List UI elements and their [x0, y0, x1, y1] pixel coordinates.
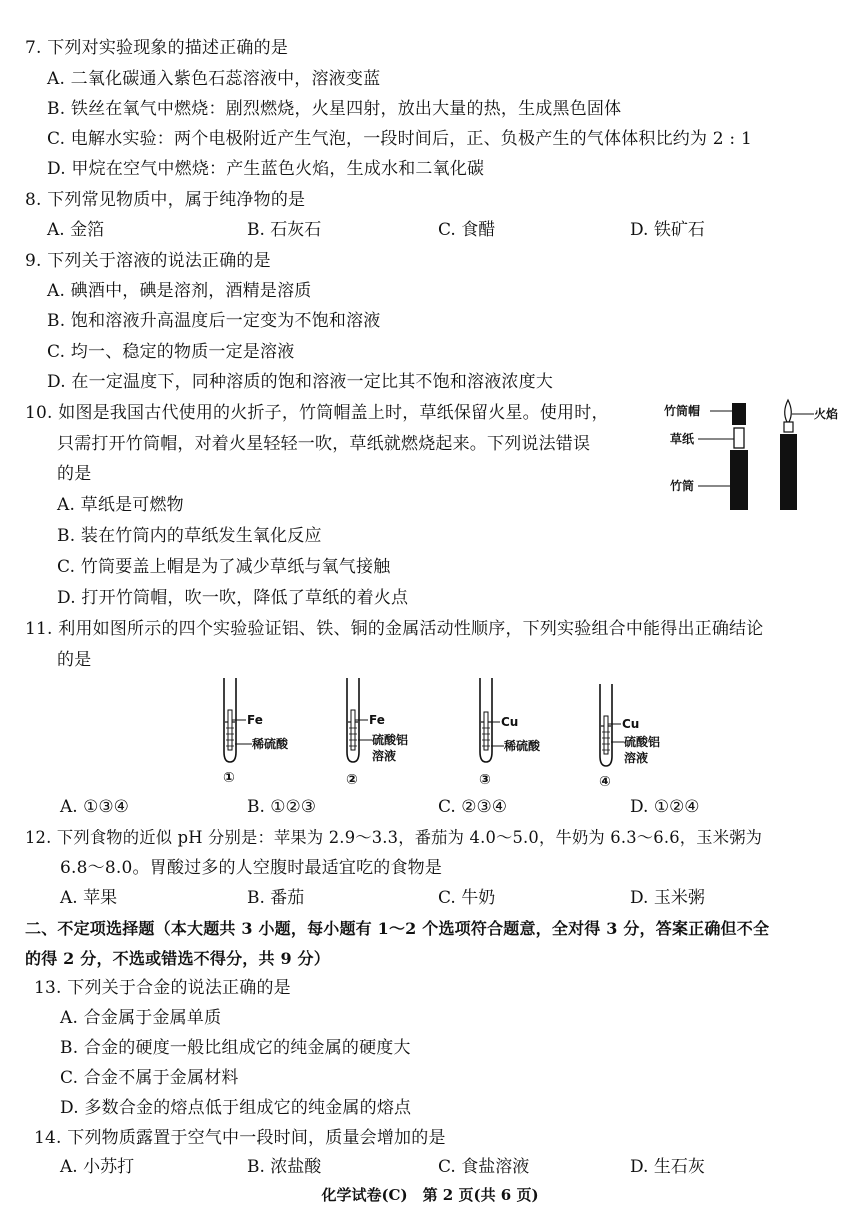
lit-tube-shape — [780, 434, 797, 510]
q9-option-d: D. 在一定温度下，同种溶质的饱和溶液一定比其不饱和溶液浓度大 — [47, 372, 554, 392]
tube-2-solution-label-2: 溶液 — [372, 749, 397, 763]
q7-option-c: C. 电解水实验：两个电极附近产生气泡，一段时间后，正、负极产生的气体体积比约为 2 : 1 — [47, 129, 752, 149]
cap-label: 竹筒帽 — [664, 404, 701, 418]
q10-option-a: A. 草纸是可燃物 — [57, 495, 184, 515]
q10-option-d: D. 打开竹筒帽，吹一吹，降低了草纸的着火点 — [57, 588, 409, 608]
fire-starter-figure — [662, 398, 852, 514]
q8-stem: 8. 下列常见物质中，属于纯净物的是 — [25, 190, 306, 210]
q11-stem-line-1: 11. 利用如图所示的四个实验验证铝、铁、铜的金属活动性顺序，下列实验组合中能得出正确结论 — [25, 619, 764, 639]
section-2-heading-line-1: 二、不定项选择题（本大题共 3 小题，每小题有 1～2 个选项符合题意，全对得 3 分，答案正确但不全 — [25, 919, 770, 938]
q9-option-b: B. 饱和溶液升高温度后一定变为不饱和溶液 — [47, 311, 381, 331]
q14-option-a: A. 小苏打 — [60, 1157, 135, 1177]
test-tube-4 — [599, 684, 660, 790]
q10-stem-line-3: 的是 — [57, 464, 92, 484]
tube-1-solution-label: 稀硫酸 — [252, 737, 289, 751]
q13-stem: 13. 下列关于合金的说法正确的是 — [34, 978, 291, 998]
tube-3-metal-label: Cu — [501, 715, 519, 729]
q14-option-c: C. 食盐溶液 — [438, 1157, 530, 1177]
tube-2-solution-label-1: 硫酸铝 — [372, 733, 409, 747]
q12-option-b: B. 番茄 — [247, 888, 305, 908]
q10-option-b: B. 装在竹筒内的草纸发生氧化反应 — [57, 526, 322, 546]
q9-option-c: C. 均一、稳定的物质一定是溶液 — [47, 342, 295, 362]
tube-1-number: ① — [223, 770, 235, 786]
q12-option-c: C. 牛奶 — [438, 888, 496, 908]
q14-option-b: B. 浓盐酸 — [247, 1157, 322, 1177]
bamboo-tube-shape — [730, 450, 748, 510]
q8-option-d: D. 铁矿石 — [630, 220, 705, 240]
q8-option-c: C. 食醋 — [438, 220, 496, 240]
q13-option-c: C. 合金不属于金属材料 — [60, 1068, 239, 1088]
tube-3-number: ③ — [479, 772, 491, 788]
tube-4-solution-label-2: 溶液 — [624, 751, 649, 765]
q10-stem-line-1: 10. 如图是我国古代使用的火折子，竹筒帽盖上时，草纸保留火星。使用时， — [25, 403, 609, 423]
q11-option-d: D. ①②④ — [630, 797, 700, 817]
section-2-heading-line-2: 的得 2 分，不选或错选不得分，共 9 分） — [25, 949, 330, 968]
lit-paper-shape — [784, 422, 793, 432]
q11-option-b: B. ①②③ — [247, 797, 317, 817]
q12-option-a: A. 苹果 — [60, 888, 118, 908]
q10-option-c: C. 竹筒要盖上帽是为了减少草纸与氧气接触 — [57, 557, 391, 577]
q14-stem: 14. 下列物质露置于空气中一段时间，质量会增加的是 — [34, 1128, 446, 1148]
q12-stem-line-1: 12. 下列食物的近似 pH 分别是：苹果为 2.9～3.3，番茄为 4.0～5.0，牛奶为 6.3～6.6，玉米粥为 — [25, 828, 763, 847]
flame-label: 火焰 — [814, 407, 839, 421]
tube-label: 竹筒 — [670, 479, 695, 493]
q9-stem: 9. 下列关于溶液的说法正确的是 — [25, 251, 271, 271]
tube-1-metal-label: Fe — [247, 713, 263, 727]
q9-option-a: A. 碘酒中，碘是溶剂，酒精是溶质 — [47, 281, 312, 301]
test-tube-1 — [223, 678, 289, 786]
tube-4-metal-label: Cu — [622, 717, 640, 731]
straw-paper-shape — [734, 428, 744, 448]
q11-option-a: A. ①③④ — [60, 797, 129, 817]
q8-option-b: B. 石灰石 — [247, 220, 322, 240]
q12-stem-line-2: 6.8～8.0。胃酸过多的人空腹时最适宜吃的食物是 — [60, 858, 443, 878]
q7-option-d: D. 甲烷在空气中燃烧：产生蓝色火焰，生成水和二氧化碳 — [47, 159, 485, 179]
tube-2-metal-label: Fe — [369, 713, 385, 727]
test-tubes-figure — [200, 676, 680, 792]
tube-4-number: ④ — [599, 774, 611, 790]
q7-option-a: A. 二氧化碳通入紫色石蕊溶液中，溶液变蓝 — [47, 69, 381, 89]
paper-label: 草纸 — [670, 432, 695, 446]
q7-option-b: B. 铁丝在氧气中燃烧：剧烈燃烧，火星四射，放出大量的热，生成黑色固体 — [47, 99, 622, 119]
q7-stem: 7. 下列对实验现象的描述正确的是 — [25, 38, 289, 58]
q12-option-d: D. 玉米粥 — [630, 888, 705, 908]
tube-3-solution-label: 稀硫酸 — [504, 739, 541, 753]
flame-icon — [785, 400, 792, 422]
q8-option-a: A. 金箔 — [47, 220, 105, 240]
q11-stem-line-2: 的是 — [57, 650, 92, 670]
q10-stem-line-2: 只需打开竹筒帽，对着火星轻轻一吹，草纸就燃烧起来。下列说法错误 — [57, 434, 591, 454]
page-footer: 化学试卷(C) 第 2 页(共 6 页) — [321, 1186, 539, 1204]
q13-option-d: D. 多数合金的熔点低于组成它的纯金属的熔点 — [60, 1098, 412, 1118]
bamboo-cap-shape — [732, 403, 746, 425]
q13-option-a: A. 合金属于金属单质 — [60, 1008, 222, 1028]
q13-option-b: B. 合金的硬度一般比组成它的纯金属的硬度大 — [60, 1038, 411, 1058]
tube-2-number: ② — [346, 772, 358, 788]
test-tube-3 — [479, 678, 541, 788]
test-tube-2 — [346, 678, 408, 788]
q14-option-d: D. 生石灰 — [630, 1157, 705, 1177]
q11-option-c: C. ②③④ — [438, 797, 507, 817]
tube-4-solution-label-1: 硫酸铝 — [624, 735, 661, 749]
